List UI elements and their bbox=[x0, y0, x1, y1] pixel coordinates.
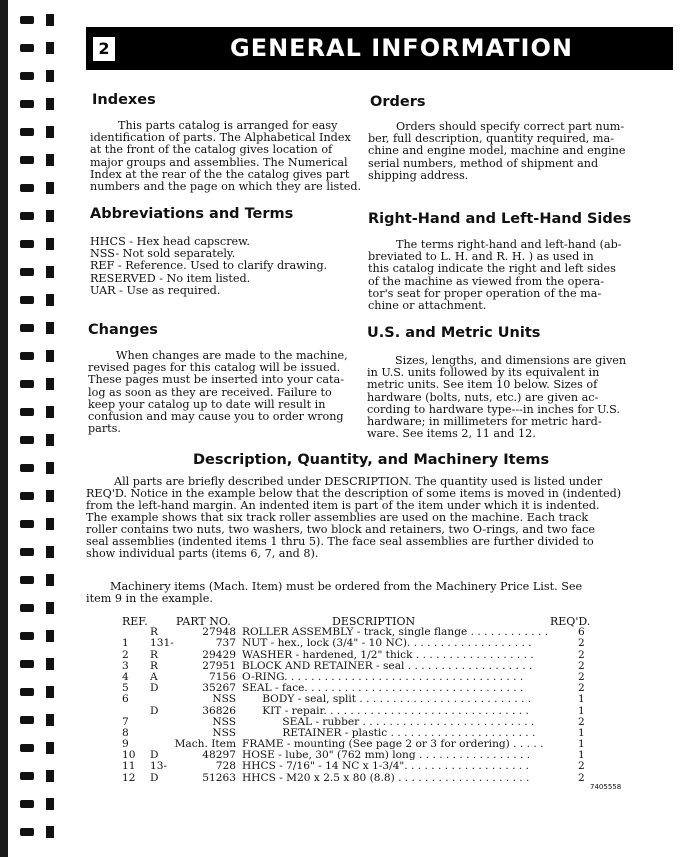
reqd-cell: 1 bbox=[578, 749, 585, 762]
binding-hole bbox=[46, 434, 54, 446]
binding-hole bbox=[46, 770, 54, 782]
reqd-cell: 1 bbox=[578, 738, 585, 751]
binding-ring bbox=[20, 576, 34, 584]
part-prefix-cell: D bbox=[150, 749, 159, 762]
page-number: 2 bbox=[93, 37, 115, 61]
description-heading: Description, Quantity, and Machinery Items bbox=[193, 452, 550, 468]
part-number-cell: Mach. Item bbox=[174, 738, 236, 751]
binding-hole bbox=[46, 798, 54, 810]
machinery-text: Machinery items (Mach. Item) must be ordered from the Machinery Price List. See item 9 in the example. bbox=[86, 580, 583, 605]
description-cell: WASHER - hardened, 1/2" thick . . . . . . . . . . . . . . . . . . bbox=[242, 648, 534, 661]
page-title: GENERAL INFORMATION bbox=[230, 34, 573, 62]
changes-heading: Changes bbox=[88, 322, 158, 338]
binding-hole bbox=[46, 602, 54, 614]
ref-cell: 1 bbox=[122, 637, 129, 650]
reqd-cell: 2 bbox=[578, 771, 585, 784]
binding-ring bbox=[20, 408, 34, 416]
binding-ring bbox=[20, 324, 34, 332]
part-prefix-cell: D bbox=[150, 771, 159, 784]
sides-text: The terms right-hand and left-hand (ab- breviated to L. H. and R. H. ) as used in this catalog indicate the right and left sides of the machine as viewed from the opera- tor's seat for proper operation of the ma- chine or attachment. bbox=[368, 238, 622, 313]
binding-hole bbox=[46, 630, 54, 642]
binding-ring bbox=[20, 800, 34, 808]
binding-hole bbox=[46, 98, 54, 110]
ref-cell: 11 bbox=[122, 760, 136, 773]
description-cell: ROLLER ASSEMBLY - track, single flange . . . . . . . . . . . . bbox=[242, 626, 549, 639]
table-row bbox=[122, 694, 592, 705]
binding-hole bbox=[46, 294, 54, 306]
binding-hole bbox=[46, 490, 54, 502]
abbreviations-text: HHCS - Hex head capscrew. NSS- Not sold separately. REF - Reference. Used to clarify drawing. RESERVED - No item listed. UAR - Use as required. bbox=[90, 235, 328, 297]
indexes-heading: Indexes bbox=[92, 92, 156, 108]
reqd-cell: 2 bbox=[578, 682, 585, 695]
binding-ring bbox=[20, 772, 34, 780]
binding-ring bbox=[20, 240, 34, 248]
binding-ring bbox=[20, 660, 34, 668]
description-text: All parts are briefly described under DESCRIPTION. The quantity used is listed under REQ'D. Notice in the example below that the description of some items is moved in (indented) from the left-hand margin. An indented item is part of the item under which it is indented. The example shows that six track roller assemblies are used on the machine. Each track roller contains two nuts, two washers, two block and retainers, two O-rings, and two face seal assemblies (indented items 1 thru 5). The face seal assemblies are further divided to show individual parts (items 6, 7, and 8). bbox=[86, 475, 622, 560]
binding-hole bbox=[46, 826, 54, 838]
binding-hole bbox=[46, 574, 54, 586]
description-cell: BLOCK AND RETAINER - seal . . . . . . . . . . . . . . . . . . . bbox=[242, 659, 533, 672]
binding-hole bbox=[46, 406, 54, 418]
header-ref: REF. bbox=[122, 615, 148, 628]
binding-edge bbox=[0, 0, 8, 857]
reqd-cell: 2 bbox=[578, 670, 585, 683]
table-row bbox=[122, 706, 592, 717]
description-cell: BODY - seal, split . . . . . . . . . . . . . . . . . . . . . . . . . . bbox=[242, 693, 532, 706]
changes-text: When changes are made to the machine, revised pages for this catalog will be issued. These pages must be inserted into your cata- log as soon as they are received. Failure to keep your catalog up to date will result in confusion and may cause you to order wrong parts. bbox=[88, 349, 348, 436]
description-cell: RETAINER - plastic . . . . . . . . . . . . . . . . . . . . . . bbox=[242, 726, 536, 739]
reqd-cell: 2 bbox=[578, 659, 585, 672]
orders-text: Orders should specify correct part num- ber, full description, quantity required, ma- chine and engine model, machine and engine serial numbers, method of shipment and shipping address. bbox=[368, 120, 626, 182]
ref-cell: 12 bbox=[122, 771, 136, 784]
binding-ring bbox=[20, 436, 34, 444]
part-number-cell: 29429 bbox=[202, 648, 236, 661]
binding-ring bbox=[20, 72, 34, 80]
ref-cell: 8 bbox=[122, 726, 129, 739]
reqd-cell: 6 bbox=[578, 626, 585, 639]
part-number-cell: 7156 bbox=[209, 670, 236, 683]
part-number-cell: 36826 bbox=[202, 704, 236, 717]
part-number-cell: NSS bbox=[212, 693, 236, 706]
binding-hole bbox=[46, 546, 54, 558]
reqd-cell: 1 bbox=[578, 704, 585, 717]
binding-ring bbox=[20, 156, 34, 164]
ref-cell: 5 bbox=[122, 682, 129, 695]
description-cell: KIT - repair. . . . . . . . . . . . . . . . . . . . . . . . . . . . . . . bbox=[242, 704, 529, 717]
binding-ring bbox=[20, 716, 34, 724]
binding-ring bbox=[20, 212, 34, 220]
abbreviations-heading: Abbreviations and Terms bbox=[90, 206, 294, 222]
part-number-cell: 27948 bbox=[202, 626, 236, 639]
binding-ring bbox=[20, 128, 34, 136]
binding-ring bbox=[20, 604, 34, 612]
part-number-cell: 48297 bbox=[202, 749, 236, 762]
part-number-cell: NSS bbox=[212, 726, 236, 739]
orders-heading: Orders bbox=[370, 94, 426, 110]
binding-ring bbox=[20, 296, 34, 304]
binding-hole bbox=[46, 462, 54, 474]
binding-ring bbox=[20, 520, 34, 528]
part-prefix-cell: 131- bbox=[150, 637, 174, 650]
part-number-cell: 27951 bbox=[202, 659, 236, 672]
description-cell: SEAL - face. . . . . . . . . . . . . . . . . . . . . . . . . . . . . . . . . bbox=[242, 682, 524, 695]
binding-hole bbox=[46, 658, 54, 670]
parts-table bbox=[122, 616, 592, 784]
binding-hole bbox=[46, 322, 54, 334]
ref-cell: 2 bbox=[122, 648, 129, 661]
binding-ring bbox=[20, 688, 34, 696]
binding-hole bbox=[46, 378, 54, 390]
part-prefix-cell: 13- bbox=[150, 760, 168, 773]
binding-ring bbox=[20, 184, 34, 192]
ref-cell: 9 bbox=[122, 738, 129, 751]
table-row bbox=[122, 773, 592, 784]
part-number-cell: 737 bbox=[215, 637, 236, 650]
reqd-cell: 2 bbox=[578, 648, 585, 661]
part-prefix-cell: R bbox=[150, 626, 158, 639]
binding-ring bbox=[20, 268, 34, 276]
binding-hole bbox=[46, 126, 54, 138]
description-cell: SEAL - rubber . . . . . . . . . . . . . . . . . . . . . . . . . . bbox=[242, 715, 535, 728]
binding-ring bbox=[20, 744, 34, 752]
description-cell: HHCS - 7/16" - 14 NC x 1-3/4". . . . . . . . . . . . . . . . . . . bbox=[242, 760, 529, 773]
reqd-cell: 1 bbox=[578, 726, 585, 739]
reqd-cell: 2 bbox=[578, 637, 585, 650]
binding-hole bbox=[46, 266, 54, 278]
reqd-cell: 2 bbox=[578, 715, 585, 728]
description-cell: NUT - hex., lock (3/4" - 10 NC). . . . . . . . . . . . . . . . . . . bbox=[242, 637, 532, 650]
ref-cell: 3 bbox=[122, 659, 129, 672]
indexes-text: This parts catalog is arranged for easy identification of parts. The Alphabetical Index at the front of the catalog gives location of major groups and assemblies. The Numerical Index at the rear of the the catalog gives part numbers and the page on which they are listed. bbox=[90, 119, 362, 194]
binding-ring bbox=[20, 352, 34, 360]
binding-ring bbox=[20, 464, 34, 472]
units-heading: U.S. and Metric Units bbox=[367, 325, 541, 341]
reqd-cell: 1 bbox=[578, 693, 585, 706]
description-cell: HOSE - lube, 30" (762 mm) long . . . . . . . . . . . . . . . . . bbox=[242, 749, 531, 762]
reqd-cell: 2 bbox=[578, 760, 585, 773]
binding-hole bbox=[46, 154, 54, 166]
description-cell: O-RING. . . . . . . . . . . . . . . . . . . . . . . . . . . . . . . . . . . . bbox=[242, 670, 524, 683]
binding-hole bbox=[46, 210, 54, 222]
part-number-cell: NSS bbox=[212, 715, 236, 728]
part-number-cell: 728 bbox=[215, 760, 236, 773]
binding-hole bbox=[46, 238, 54, 250]
binding-hole bbox=[46, 714, 54, 726]
sides-heading: Right-Hand and Left-Hand Sides bbox=[368, 211, 632, 227]
ref-cell: 7 bbox=[122, 715, 129, 728]
binding-hole bbox=[46, 42, 54, 54]
spiral-binding bbox=[0, 0, 70, 857]
catalog-code: 7405558 bbox=[590, 783, 622, 791]
part-prefix-cell: A bbox=[150, 670, 158, 683]
binding-hole bbox=[46, 14, 54, 26]
header-description: DESCRIPTION bbox=[332, 615, 416, 628]
binding-ring bbox=[20, 16, 34, 24]
binding-ring bbox=[20, 380, 34, 388]
header-reqd: REQ'D. bbox=[550, 615, 591, 628]
ref-cell: 4 bbox=[122, 670, 129, 683]
part-prefix-cell: D bbox=[150, 682, 159, 695]
binding-ring bbox=[20, 492, 34, 500]
units-text: Sizes, lengths, and dimensions are given in U.S. units followed by its equivalent in metric units. See item 10 below. Sizes of hardware (bolts, nuts, etc.) are given ac- cording to hardware type---in inches for U.S. hardware; in millimeters for metric hard- ware. See items 2, 11 and 12. bbox=[367, 354, 627, 441]
binding-ring bbox=[20, 632, 34, 640]
table-row bbox=[122, 761, 592, 772]
ref-cell: 6 bbox=[122, 693, 129, 706]
ref-cell: 10 bbox=[122, 749, 136, 762]
header-part-no: PART NO. bbox=[176, 615, 231, 628]
part-number-cell: 51263 bbox=[202, 771, 236, 784]
description-cell: HHCS - M20 x 2.5 x 80 (8.8) . . . . . . . . . . . . . . . . . . . . bbox=[242, 771, 530, 784]
binding-ring bbox=[20, 100, 34, 108]
binding-hole bbox=[46, 686, 54, 698]
binding-ring bbox=[20, 828, 34, 836]
binding-hole bbox=[46, 742, 54, 754]
binding-ring bbox=[20, 548, 34, 556]
part-prefix-cell: R bbox=[150, 648, 158, 661]
binding-hole bbox=[46, 518, 54, 530]
part-number-cell: 35267 bbox=[202, 682, 236, 695]
binding-hole bbox=[46, 350, 54, 362]
binding-hole bbox=[46, 70, 54, 82]
binding-ring bbox=[20, 44, 34, 52]
part-prefix-cell: D bbox=[150, 704, 159, 717]
part-prefix-cell: R bbox=[150, 659, 158, 672]
description-cell: FRAME - mounting (See page 2 or 3 for ordering) . . . . . bbox=[242, 738, 544, 751]
binding-hole bbox=[46, 182, 54, 194]
table-row bbox=[122, 638, 592, 649]
